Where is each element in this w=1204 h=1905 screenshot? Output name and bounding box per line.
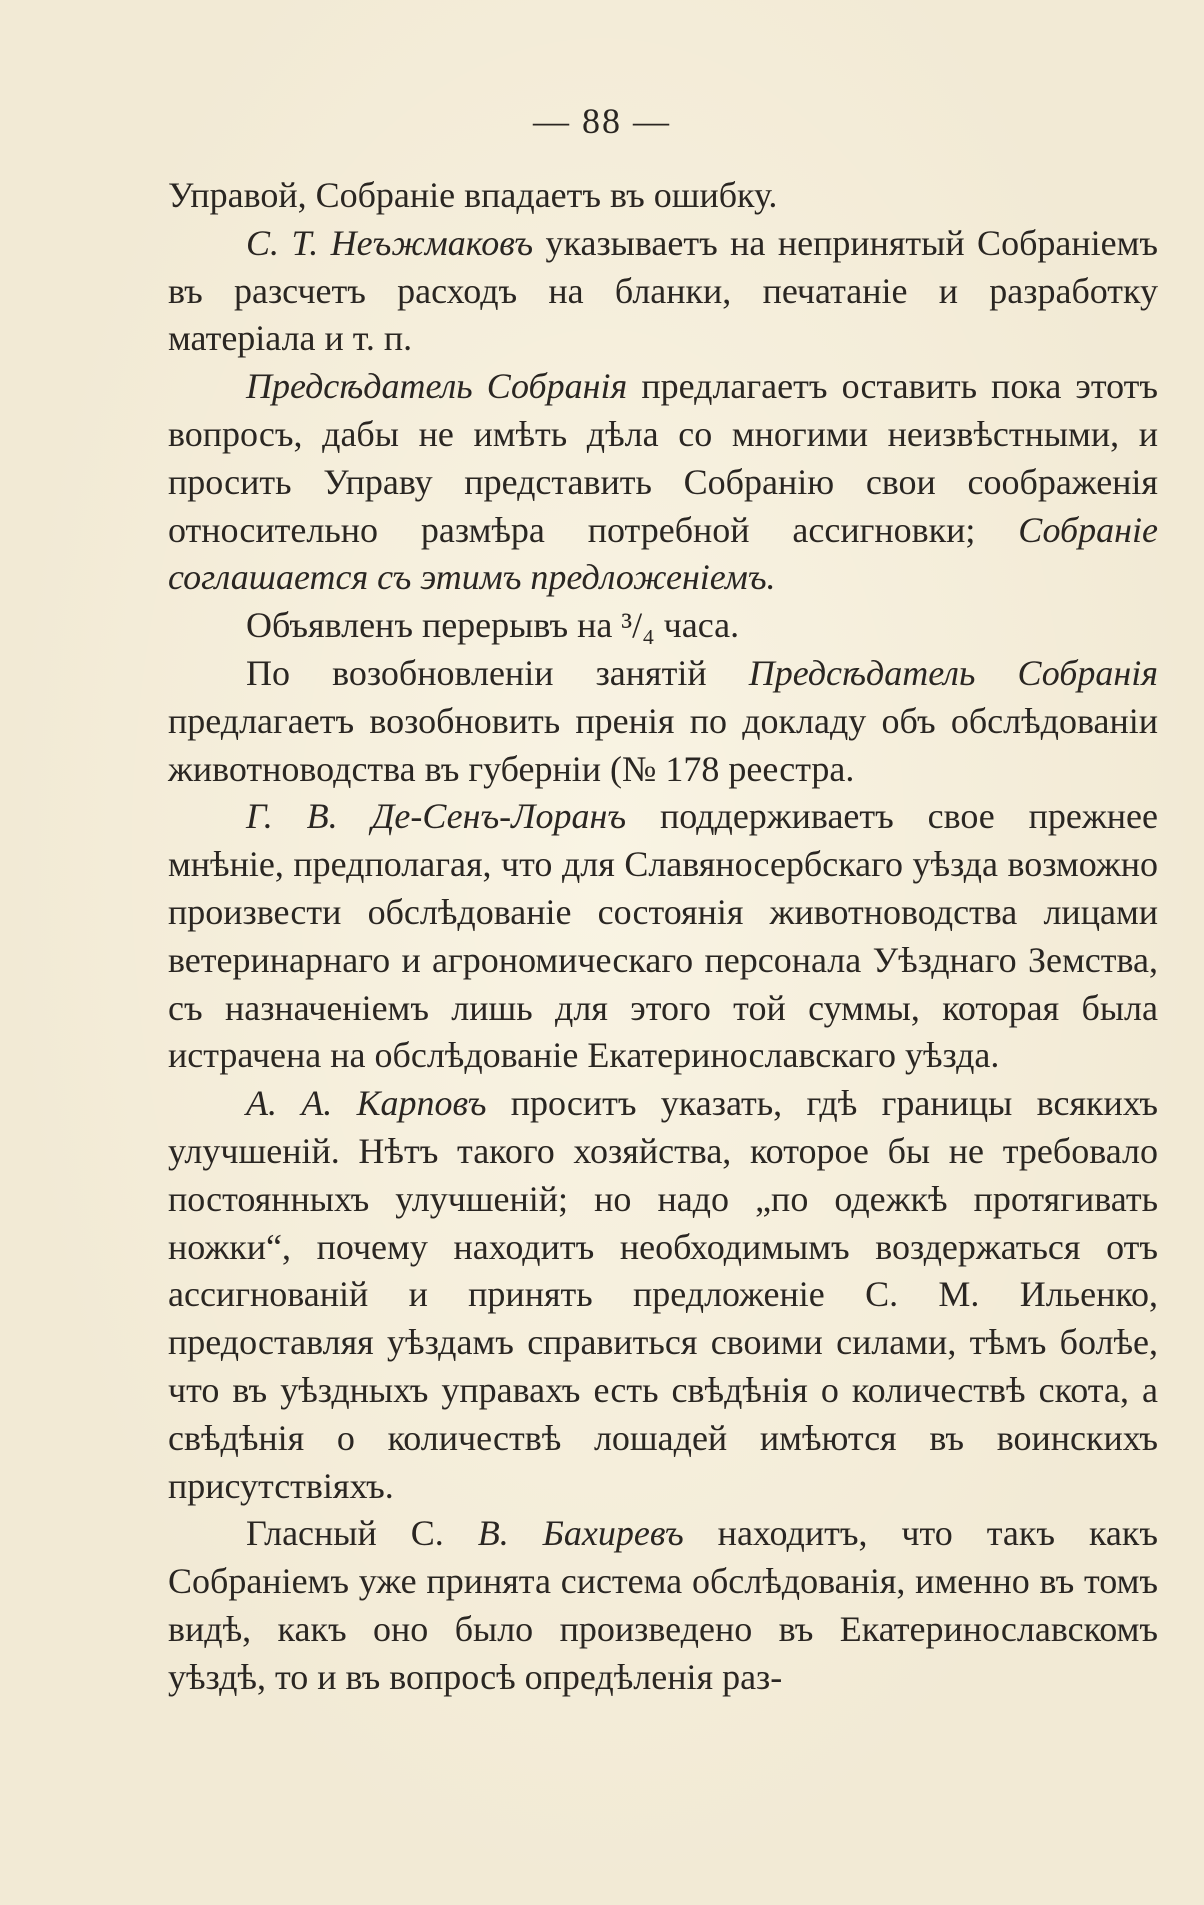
text-run: Управой, Собраніе впадаетъ въ ошибку. — [168, 175, 778, 215]
paragraph-8 — [168, 1510, 1158, 1701]
text-run: проситъ указать, гдѣ границы всякихъ улучшеній. Нѣтъ такого хозяйства, которое бы не требовало постоянныхъ улучшеній; но надо „по одежкѣ протягивать ножки“, почему находитъ необходимымъ воздержаться отъ ассигнованій и принять предложеніе С. М. Ильенко, предоставляя уѣздамъ справиться своими силами, тѣмъ болѣе, что въ уѣздныхъ управахъ есть свѣдѣнія о количествѣ скота, а свѣдѣнія о количествѣ лошадей имѣются въ воинскихъ присутствіяхъ. — [168, 1083, 1159, 1506]
paragraph-6 — [168, 793, 1158, 1080]
paragraph-7 — [168, 1080, 1158, 1510]
speaker-name: Предсѣдатель Собранія — [246, 366, 628, 407]
body-text — [168, 172, 1158, 1702]
speaker-name: А. А. Карповъ — [246, 1083, 487, 1124]
speaker-name: Г. В. Де-Сенъ-Лоранъ — [246, 796, 627, 837]
page-number: — 88 — — [533, 101, 671, 141]
text-run: поддерживаетъ свое прежнее мнѣніе, предполагая, что для Славяносербскаго уѣзда возможно произвести обслѣдованіе состоянія животноводства лицами ветеринарнаго и агрономическаго персонала Уѣзднаго Земства, съ назначеніемъ лишь для этого той суммы, которая была истрачена на обслѣдованіе Екатеринославскаго уѣзда. — [168, 796, 1158, 1076]
speaker-name: Предсѣдатель Собранія — [748, 652, 1158, 693]
paragraph-5 — [168, 650, 1158, 793]
text-run: предлагаетъ возобновить пренія по докладу объ обслѣдованіи животноводства въ губерніи (№ 178 реестра. — [168, 700, 1158, 789]
text-run: Гласный С. — [246, 1513, 478, 1554]
speaker-name: С. Т. Неъжмаковъ — [246, 222, 534, 263]
text-run: Объявленъ перерывъ на ³/₄ часа. — [246, 605, 740, 646]
paragraph-4 — [168, 602, 1158, 650]
paragraph-1 — [168, 172, 1158, 220]
paragraph-2 — [168, 220, 1158, 363]
paragraph-3 — [168, 363, 1158, 602]
text-run: указываетъ на непринятый Собраніемъ въ разсчетъ расходъ на бланки, печатаніе и разработку матеріала и т. п. — [168, 222, 1159, 359]
text-run: находитъ, что такъ какъ Собраніемъ уже принята система обслѣдованія, именно въ томъ видѣ, какъ оно было произведено въ Екатеринославскомъ уѣздѣ, то и въ вопросѣ опредѣленія раз- — [168, 1513, 1158, 1697]
text-run: предлагаетъ оставить пока этотъ вопросъ, дабы не имѣть дѣла со многими неизвѣстными, и просить Управу представить Собранію свои соображенія относительно размѣра потребной ассигновки; — [168, 366, 1158, 550]
speaker-name: В. Бахиревъ — [477, 1513, 684, 1554]
resolution-text: Собраніе соглашается съ этимъ предложеніемъ. — [168, 509, 1158, 598]
text-run: По возобновленіи занятій — [246, 652, 749, 693]
